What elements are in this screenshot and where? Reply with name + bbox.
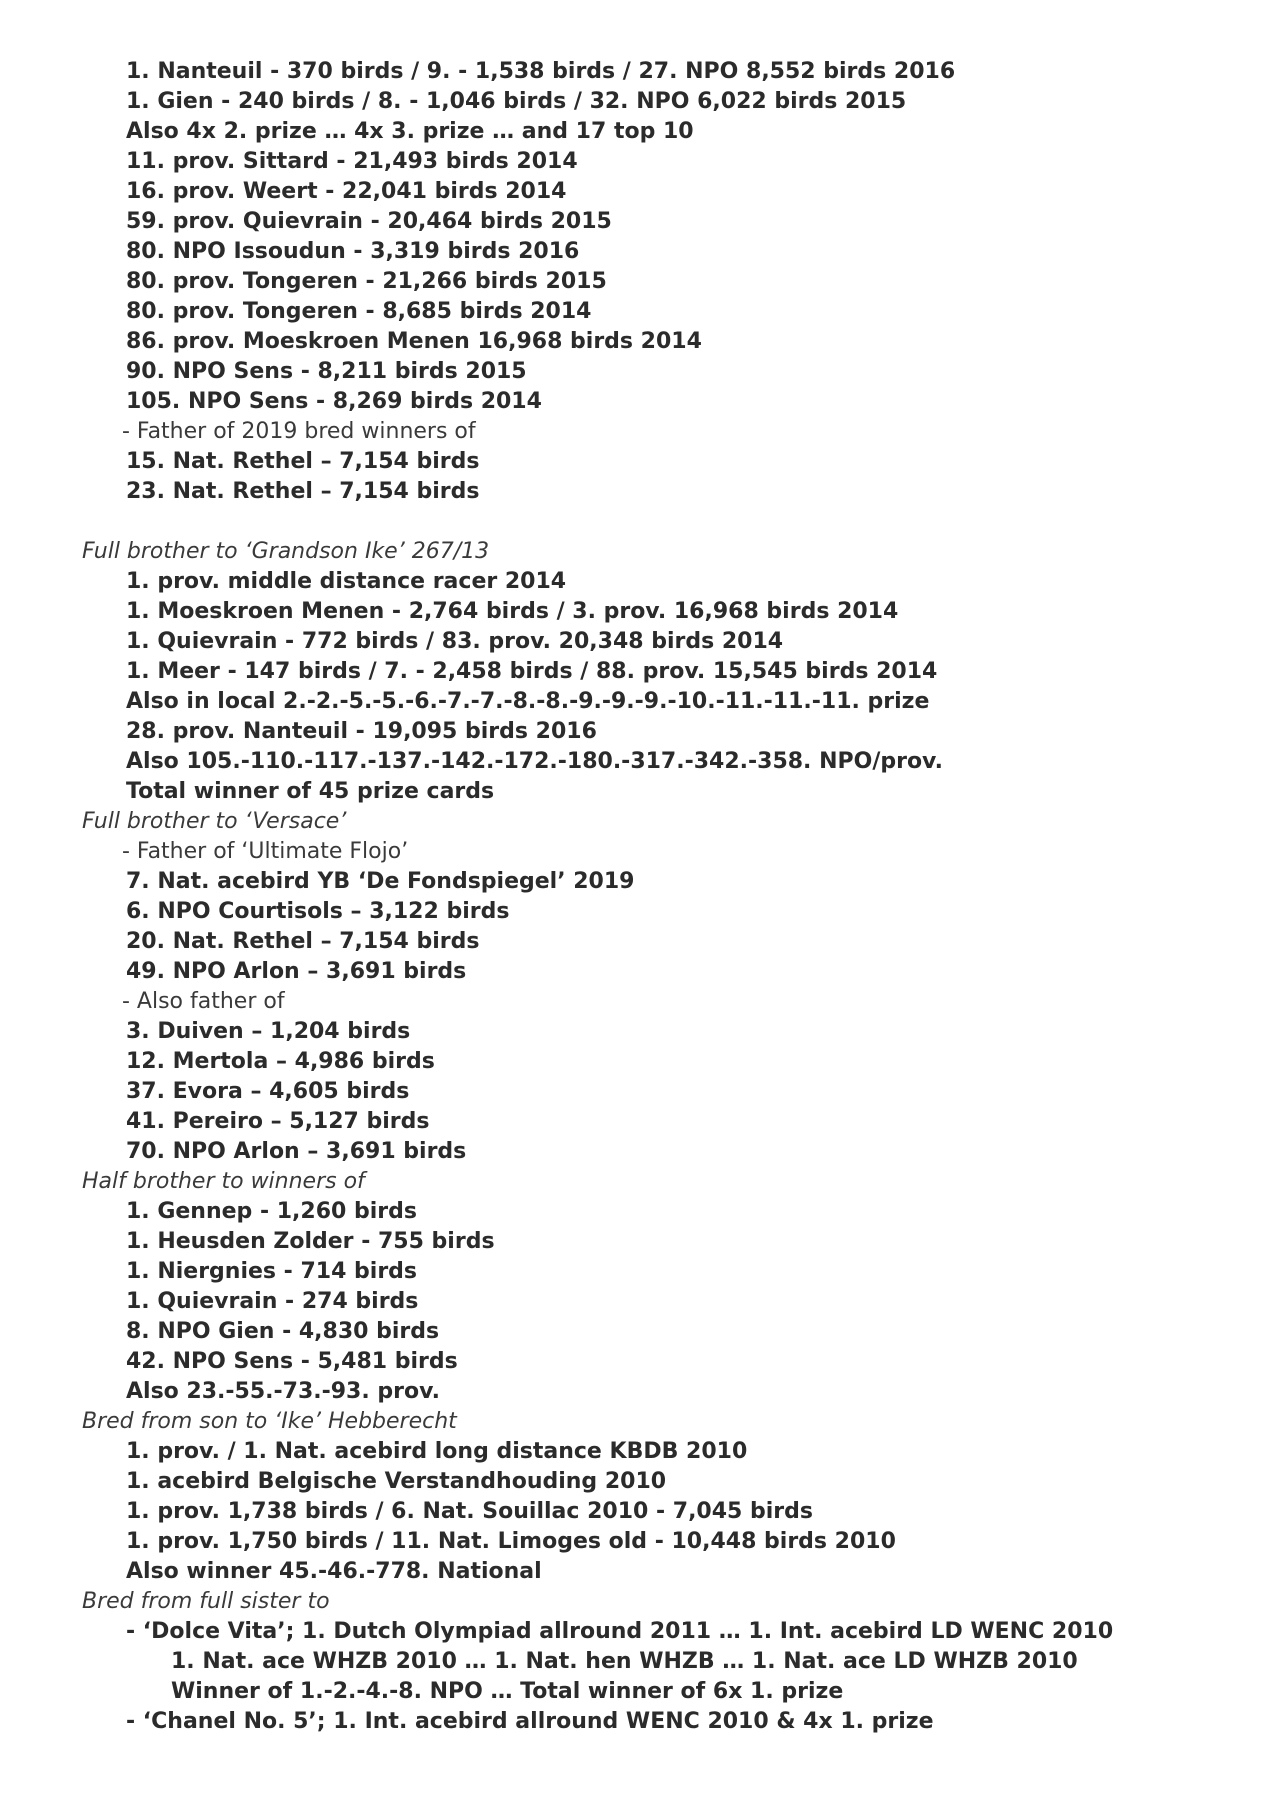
result-line: 1. Nanteuil - 370 birds / 9. - 1,538 birds / 27. NPO 8,552 birds 2016 bbox=[126, 59, 956, 84]
sister-detail-line: Winner of 1.-2.-4.-8. NPO … Total winner of 6x 1. prize bbox=[171, 1679, 844, 1704]
blank-line bbox=[0, 507, 1275, 537]
result-line: 28. prov. Nanteuil - 19,095 birds 2016 bbox=[126, 719, 597, 744]
result-line: 37. Evora – 4,605 birds bbox=[126, 1079, 410, 1104]
result-line: 80. prov. Tongeren - 21,266 birds 2015 bbox=[126, 269, 607, 294]
result-line: 80. NPO Issoudun - 3,319 birds 2016 bbox=[126, 239, 580, 264]
result-line: 1. Quievrain - 274 birds bbox=[126, 1289, 419, 1314]
result-line: 12. Mertola – 4,986 birds bbox=[126, 1049, 435, 1074]
result-line: 1. Quievrain - 772 birds / 83. prov. 20,348 birds 2014 bbox=[126, 629, 784, 654]
result-line: 1. Gien - 240 birds / 8. - 1,046 birds / 32. NPO 6,022 birds 2015 bbox=[126, 89, 907, 114]
result-line: Also 105.-110.-117.-137.-142.-172.-180.-317.-342.-358. NPO/prov. bbox=[126, 749, 943, 774]
heading-line: Bred from full sister to bbox=[82, 1589, 330, 1614]
result-line: Also winner 45.-46.-778. National bbox=[126, 1559, 542, 1584]
caption-line: - Father of ‘Ultimate Flojo’ bbox=[122, 839, 409, 864]
result-line: 1. Niergnies - 714 birds bbox=[126, 1259, 418, 1284]
result-line: 1. prov. / 1. Nat. acebird long distance KBDB 2010 bbox=[126, 1439, 748, 1464]
caption-line: - Also father of bbox=[122, 989, 285, 1014]
result-line: 6. NPO Courtisols – 3,122 birds bbox=[126, 899, 510, 924]
result-line: 49. NPO Arlon – 3,691 birds bbox=[126, 959, 467, 984]
result-line: 70. NPO Arlon – 3,691 birds bbox=[126, 1139, 467, 1164]
heading-line: Half brother to winners of bbox=[82, 1169, 365, 1194]
result-line: 86. prov. Moeskroen Menen 16,968 birds 2014 bbox=[126, 329, 702, 354]
result-line: 80. prov. Tongeren - 8,685 birds 2014 bbox=[126, 299, 592, 324]
result-line: 41. Pereiro – 5,127 birds bbox=[126, 1109, 430, 1134]
pedigree-text-block bbox=[0, 57, 1275, 1737]
result-line: 1. Meer - 147 birds / 7. - 2,458 birds / 88. prov. 15,545 birds 2014 bbox=[126, 659, 938, 684]
result-line: 1. acebird Belgische Verstandhouding 2010 bbox=[126, 1469, 667, 1494]
result-line: 16. prov. Weert - 22,041 birds 2014 bbox=[126, 179, 567, 204]
sister-detail-line: 1. Nat. ace WHZB 2010 … 1. Nat. hen WHZB … 1. Nat. ace LD WHZB 2010 bbox=[171, 1649, 1078, 1674]
heading-line: Full brother to ‘Versace’ bbox=[82, 809, 347, 834]
result-line: 11. prov. Sittard - 21,493 birds 2014 bbox=[126, 149, 578, 174]
sister-line: - ‘Dolce Vita’; 1. Dutch Olympiad allround 2011 … 1. Int. acebird LD WENC 2010 bbox=[126, 1619, 1114, 1644]
result-line: 1. Moeskroen Menen - 2,764 birds / 3. prov. 16,968 birds 2014 bbox=[126, 599, 899, 624]
result-line: 3. Duiven – 1,204 birds bbox=[126, 1019, 411, 1044]
caption-line: - Father of 2019 bred winners of bbox=[122, 419, 476, 444]
result-line: 1. Gennep - 1,260 birds bbox=[126, 1199, 417, 1224]
result-line: 8. NPO Gien - 4,830 birds bbox=[126, 1319, 440, 1344]
heading-line: Full brother to ‘Grandson Ike’ 267/13 bbox=[82, 539, 490, 564]
sister-line: - ‘Chanel No. 5’; 1. Int. acebird allround WENC 2010 & 4x 1. prize bbox=[126, 1709, 934, 1734]
result-line: Also 4x 2. prize … 4x 3. prize … and 17 top 10 bbox=[126, 119, 694, 144]
heading-line: Bred from son to ‘Ike’ Hebberecht bbox=[82, 1409, 457, 1434]
result-line: 1. prov. 1,738 birds / 6. Nat. Souillac 2010 - 7,045 birds bbox=[126, 1499, 813, 1524]
result-line: 59. prov. Quievrain - 20,464 birds 2015 bbox=[126, 209, 612, 234]
result-line: 23. Nat. Rethel – 7,154 birds bbox=[126, 479, 480, 504]
result-line: Also 23.-55.-73.-93. prov. bbox=[126, 1379, 440, 1404]
result-line: 15. Nat. Rethel – 7,154 birds bbox=[126, 449, 480, 474]
result-line: 7. Nat. acebird YB ‘De Fondspiegel’ 2019 bbox=[126, 869, 635, 894]
result-line: 42. NPO Sens - 5,481 birds bbox=[126, 1349, 458, 1374]
result-line: 90. NPO Sens - 8,211 birds 2015 bbox=[126, 359, 527, 384]
result-line: Also in local 2.-2.-5.-5.-6.-7.-7.-8.-8.-9.-9.-9.-10.-11.-11.-11. prize bbox=[126, 689, 930, 714]
result-line: 105. NPO Sens - 8,269 birds 2014 bbox=[126, 389, 542, 414]
result-line: 1. prov. middle distance racer 2014 bbox=[126, 569, 567, 594]
result-line: 1. Heusden Zolder - 755 birds bbox=[126, 1229, 495, 1254]
result-line: 1. prov. 1,750 birds / 11. Nat. Limoges old - 10,448 birds 2010 bbox=[126, 1529, 896, 1554]
result-line: 20. Nat. Rethel – 7,154 birds bbox=[126, 929, 480, 954]
result-line: Total winner of 45 prize cards bbox=[126, 779, 495, 804]
